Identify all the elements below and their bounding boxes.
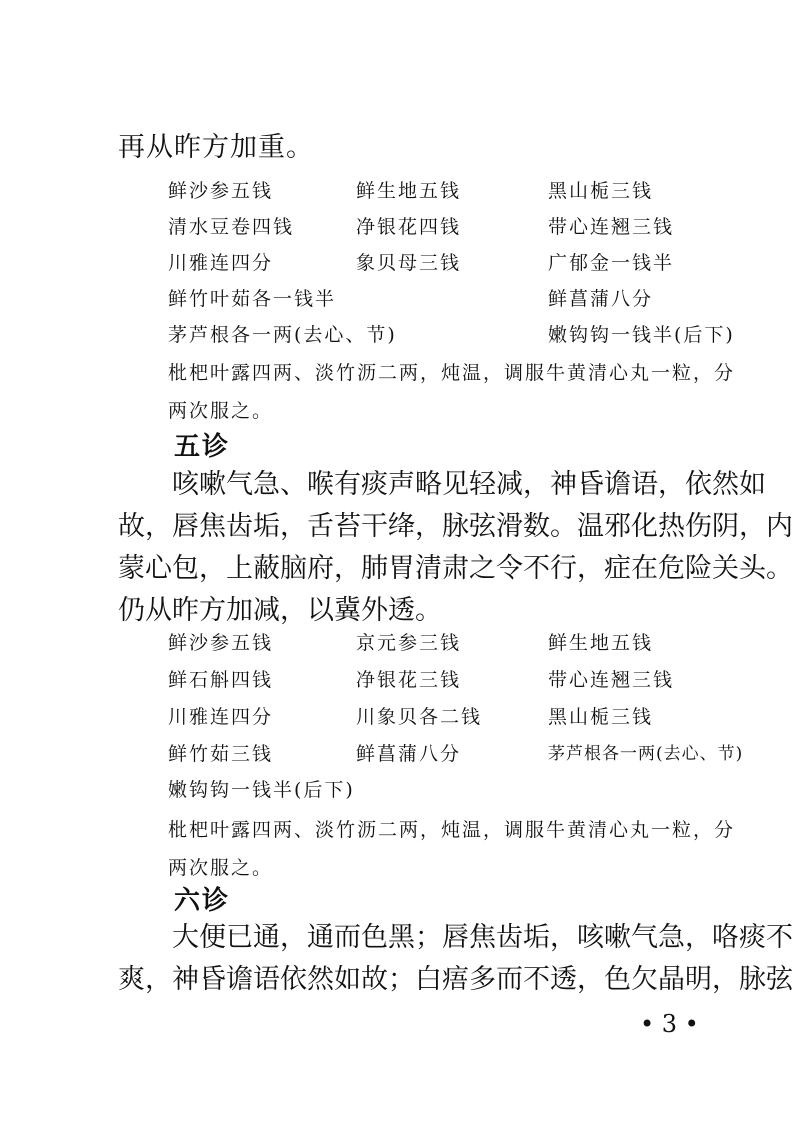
- text-line: 爽，神昏谵语依然如故；白痦多而不透，色欠晶明，脉弦: [118, 964, 793, 995]
- herb-item: 鲜生地五钱: [356, 180, 462, 202]
- note-line: 枇杷叶露四两、淡竹沥二两，炖温，调服牛黄清心丸一粒，分: [168, 819, 736, 841]
- herb-item: 黑山栀三钱: [548, 180, 654, 202]
- text-line: 仍从昨方加减，以冀外透。: [118, 595, 442, 626]
- note-line: 枇杷叶露四两、淡竹沥二两，炖温，调服牛黄清心丸一粒，分: [168, 362, 736, 384]
- prescription-row: [168, 248, 748, 284]
- herb-item: 茅芦根各一两(去心、节): [168, 324, 397, 346]
- herb-item: 京元参三钱: [356, 632, 462, 654]
- herb-item: 净银花四钱: [356, 216, 462, 238]
- herb-item: 象贝母三钱: [356, 252, 462, 274]
- text-line: 咳嗽气急、喉有痰声略见轻减，神昏谵语，依然如: [172, 469, 766, 500]
- herb-item: 鲜沙参五钱: [168, 632, 274, 654]
- herb-item: 广郁金一钱半: [548, 252, 675, 274]
- herb-item: 嫩钩钩一钱半(后下): [548, 324, 735, 346]
- herb-item: 带心连翘三钱: [548, 216, 675, 238]
- herb-item: 鲜竹叶茹各一钱半: [168, 288, 337, 310]
- intro-line: 再从昨方加重。: [118, 132, 314, 163]
- prescription-note: [168, 354, 748, 430]
- note-line: 两次服之。: [168, 857, 274, 879]
- herb-item: 净银花三钱: [356, 669, 462, 691]
- section-heading-5: 五诊: [174, 432, 231, 462]
- herb-item: 鲜石斛四钱: [168, 669, 274, 691]
- prescription-row: [168, 702, 748, 738]
- prescription-row: [168, 212, 748, 248]
- prescription-row: [168, 628, 748, 664]
- herb-item: 川雅连四分: [168, 706, 274, 728]
- herb-item: 鲜沙参五钱: [168, 180, 274, 202]
- herb-item: 鲜竹茹三钱: [168, 743, 274, 765]
- prescription-note: [168, 811, 748, 887]
- herb-item: 川雅连四分: [168, 252, 274, 274]
- herb-item: 清水豆卷四钱: [168, 216, 295, 238]
- note-line: 两次服之。: [168, 400, 274, 422]
- herb-item: 茅芦根各一两(去心、节): [548, 744, 744, 764]
- prescription-row: [168, 775, 748, 811]
- prescription-row: [168, 176, 748, 212]
- section-5-text: [118, 464, 793, 632]
- prescription-row: [168, 665, 748, 701]
- herb-item: 嫩钩钩一钱半(后下): [168, 779, 355, 801]
- herb-item: 黑山栀三钱: [548, 706, 654, 728]
- text-line: 故，唇焦齿垢，舌苔干绛，脉弦滑数。温邪化热伤阴，内: [118, 511, 793, 542]
- herb-item: 带心连翘三钱: [548, 669, 675, 691]
- text-line: 大便已通，通而色黑；唇焦齿垢，咳嗽气急，咯痰不: [172, 922, 793, 953]
- herb-item: 川象贝各二钱: [356, 706, 483, 728]
- section-heading-6: 六诊: [174, 886, 231, 916]
- prescription-row: [168, 284, 748, 320]
- text-line: 蒙心包，上蔽脑府，肺胃清肃之令不行，症在危险关头。: [118, 553, 793, 584]
- herb-item: 鲜菖蒲八分: [356, 743, 462, 765]
- prescription-row: [168, 739, 748, 775]
- herb-item: 鲜生地五钱: [548, 632, 654, 654]
- section-6-text: [118, 917, 793, 1001]
- prescription-row: [168, 320, 748, 356]
- herb-item: 鲜菖蒲八分: [548, 288, 654, 310]
- page-number: • 3 •: [640, 1010, 699, 1038]
